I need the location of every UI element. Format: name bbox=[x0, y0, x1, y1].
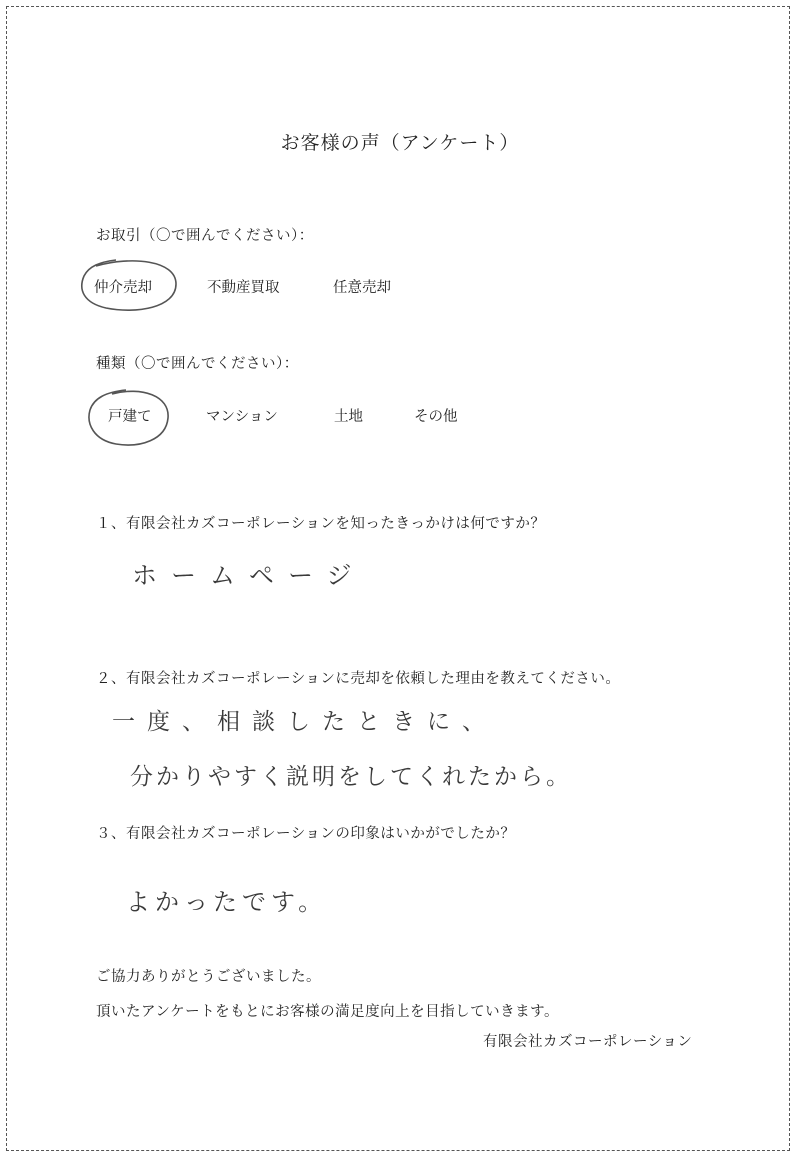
closing-message: 頂いたアンケートをもとにお客様の満足度向上を目指していきます。 bbox=[96, 1004, 559, 1020]
transaction-option-voluntary-sale: 任意売却 bbox=[333, 280, 391, 296]
question-1: １、有限会社カズコーポレーションを知ったきっかけは何ですか？ bbox=[96, 516, 546, 532]
closing-thanks: ご協力ありがとうございました。 bbox=[96, 969, 321, 985]
handwritten-selection-circle bbox=[76, 254, 186, 318]
type-option-house: 戸建て bbox=[108, 409, 152, 425]
question-2: ２、有限会社カズコーポレーションに売却を依頼した理由を教えてください。 bbox=[96, 671, 621, 687]
transaction-option-purchase: 不動産買取 bbox=[207, 280, 280, 296]
answer-2-line-2: 分かりやすく説明をしてくれたから。 bbox=[130, 764, 572, 790]
type-option-land: 土地 bbox=[334, 409, 363, 425]
type-option-condo: マンション bbox=[206, 409, 278, 425]
answer-2-line-1: 一度、相談したときに、 bbox=[112, 709, 497, 735]
transaction-label: お取引（〇で囲んでください）： bbox=[96, 228, 314, 244]
property-type-label: 種類（〇で囲んでください）： bbox=[96, 356, 299, 372]
answer-1-line-1: ホームページ bbox=[132, 561, 366, 590]
transaction-option-brokerage: 仲介売却 bbox=[94, 280, 152, 296]
answer-3-line-1: よかったです。 bbox=[126, 888, 328, 916]
handwritten-selection-circle bbox=[82, 384, 182, 454]
company-signature: 有限会社カズコーポレーション bbox=[483, 1034, 693, 1050]
page-title: お客様の声（アンケート） bbox=[280, 132, 520, 154]
question-3: ３、有限会社カズコーポレーションの印象はいかがでしたか？ bbox=[96, 826, 516, 842]
type-option-other: その他 bbox=[414, 409, 458, 425]
